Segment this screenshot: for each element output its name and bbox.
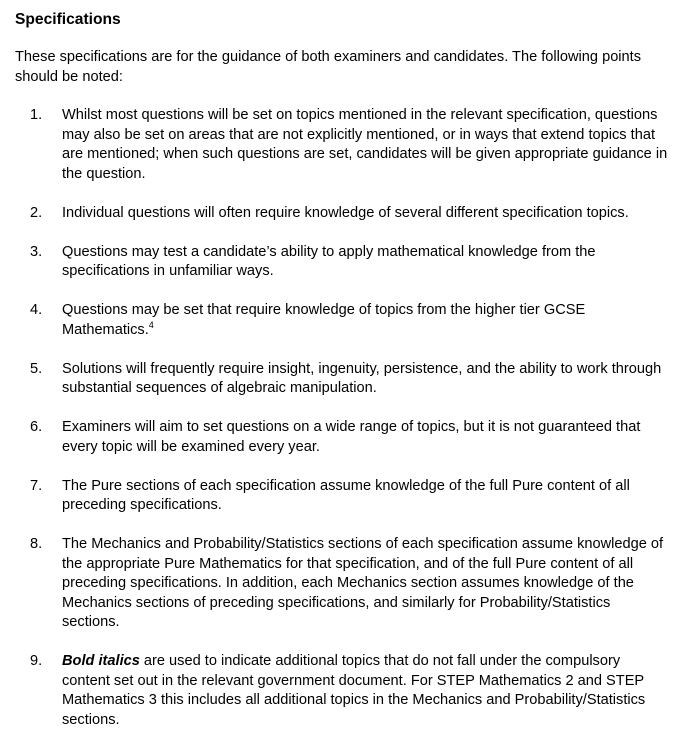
list-item	[15, 652, 679, 730]
list-item-text: are used to indicate additional topics that do not fall under the compulsory content set out in the relevant government document. For STEP Mathematics 2 and STEP Mathematics 3 this includes all additional topics in the Mechanics and Probability/Statistics sections.	[62, 653, 646, 728]
list-item-text: Solutions will frequently require insight, ingenuity, persistence, and the ability to work through substantial sequences of algebraic manipulation.	[62, 360, 662, 396]
intro-paragraph: These specifications are for the guidance of both examiners and candidates. The following points should be noted:	[15, 49, 642, 85]
list-item-number: 1.	[30, 107, 43, 123]
list-item-number: 7.	[30, 477, 43, 494]
list-item	[15, 360, 679, 399]
list-item-text: The Pure sections of each specification assume knowledge of the full Pure content of all preceding specifications.	[62, 477, 630, 513]
list-item-number: 3.	[30, 243, 43, 260]
list-item-text: Examiners will aim to set questions on a wide range of topics, but it is not guaranteed that every topic will be examined every year.	[62, 419, 641, 455]
list-item-text: Questions may test a candidate’s ability to apply mathematical knowledge from the specifications in unfamiliar ways.	[62, 243, 596, 279]
list-item-text: The Mechanics and Probability/Statistics sections of each specification assume knowledge of the appropriate Pure Mathematics for that specification, and of the full Pure content of all preceding specifications. In addition, each Mechanics section assumes knowledge of the Mechanics sections of preceding specifications, and similarly for Probability/Statistics sections.	[62, 536, 664, 630]
points-list	[15, 106, 679, 730]
footnote-marker[interactable]: 4	[148, 319, 154, 330]
list-item-text: Whilst most questions will be set on topics mentioned in the relevant specification, questions may also be set on areas that are not explicitly mentioned, or in ways that extend topics that are mentioned; when such questions are set, candidates will be given appropriate guidance in the question.	[62, 107, 668, 182]
bold-italics-emphasis: Bold italics	[62, 653, 140, 669]
list-item-number: 6.	[30, 419, 43, 435]
list-item-number: 4.	[30, 302, 43, 318]
list-item-number: 8.	[30, 536, 43, 552]
list-item-text: Questions may be set that require knowledge of topics from the higher tier GCSE Mathematics.	[62, 302, 586, 338]
list-item	[15, 106, 679, 184]
list-item-text: Individual questions will often require knowledge of several different specification topics.	[62, 204, 629, 221]
list-item-number: 9.	[30, 653, 43, 669]
list-item	[15, 477, 679, 516]
list-item-number: 2.	[30, 204, 43, 221]
list-item	[15, 418, 679, 457]
list-item-number: 5.	[30, 360, 43, 377]
list-item	[15, 301, 679, 340]
list-item	[15, 204, 679, 224]
list-item	[15, 243, 679, 282]
section-heading: Specifications	[15, 11, 121, 28]
list-item	[15, 535, 679, 633]
